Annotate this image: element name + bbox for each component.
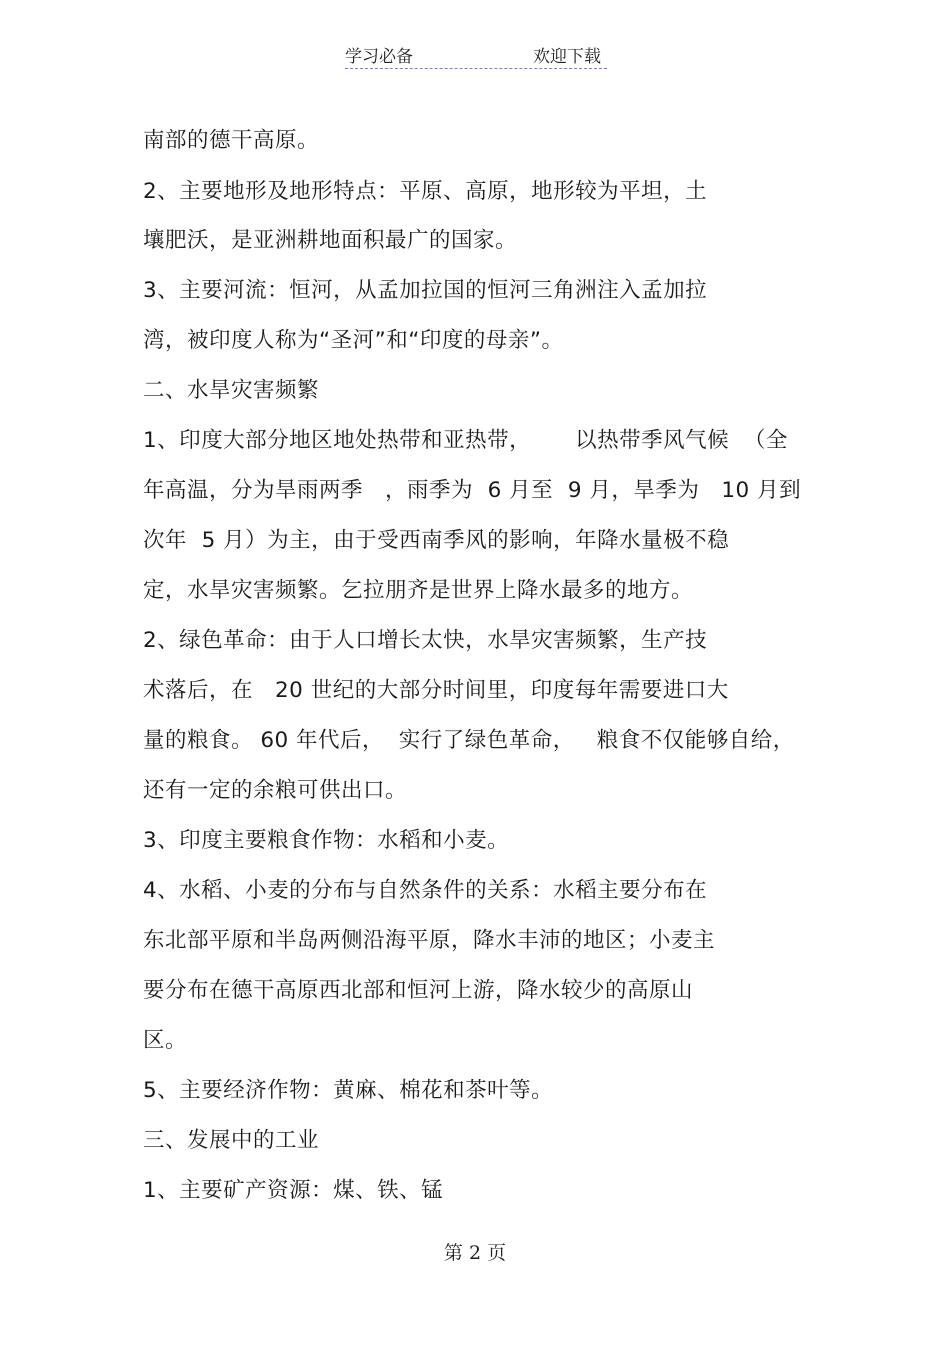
text-line: 东北部平原和半岛两侧沿海平原，降水丰沛的地区；小麦主 [143,928,716,953]
text-line: 湾，被印度人称为“圣河”和“印度的母亲”。 [143,328,564,353]
text-line: 定，水旱灾害频繁。乞拉朋齐是世界上降水最多的地方。 [143,578,694,603]
text-line: 2、主要地形及地形特点：平原、高原，地形较为平坦，土 [143,179,708,204]
section-heading: 三、发展中的工业 [143,1128,320,1153]
text-line: 5、主要经济作物：黄麻、棉花和茶叶等。 [143,1078,554,1103]
text-line: 4、水稻、小麦的分布与自然条件的关系：水稻主要分布在 [143,878,708,903]
text-line: 1、印度大部分地区地处热带和亚热带， 以热带季风气候 （全 [143,428,788,453]
text-line: 要分布在德干高原西北部和恒河上游，降水较少的高原山 [143,978,694,1003]
header-left-text: 学习必备 [345,47,413,67]
page-header [345,40,607,69]
header-right-text: 欢迎下载 [533,47,601,67]
text-line: 南部的德干高原。 [143,128,320,153]
text-line: 2、绿色革命：由于人口增长太快，水旱灾害频繁，生产技 [143,628,708,653]
text-line: 3、印度主要粮食作物：水稻和小麦。 [143,828,510,853]
text-line: 年高温，分为旱雨两季 ，雨季为 6 月至 9 月，旱季为 10 月到 [143,478,802,503]
page-number: 第 2 页 [443,1242,507,1264]
text-line: 还有一定的余粮可供出口。 [143,778,408,803]
text-line: 3、主要河流：恒河，从孟加拉国的恒河三角洲注入孟加拉 [143,278,708,303]
text-line: 壤肥沃，是亚洲耕地面积最广的国家。 [143,228,518,253]
text-line: 区。 [143,1028,188,1053]
section-heading: 二、水旱灾害频繁 [143,378,320,403]
text-line: 次年 5 月）为主，由于受西南季风的影响，年降水量极不稳 [143,528,730,553]
text-line: 1、主要矿产资源：煤、铁、锰 [143,1178,444,1203]
text-line: 术落后，在 20 世纪的大部分时间里，印度每年需要进口大 [143,678,729,703]
text-line: 量的粮食。 60 年代后， 实行了绿色革命， 粮食不仅能够自给， [143,728,795,753]
